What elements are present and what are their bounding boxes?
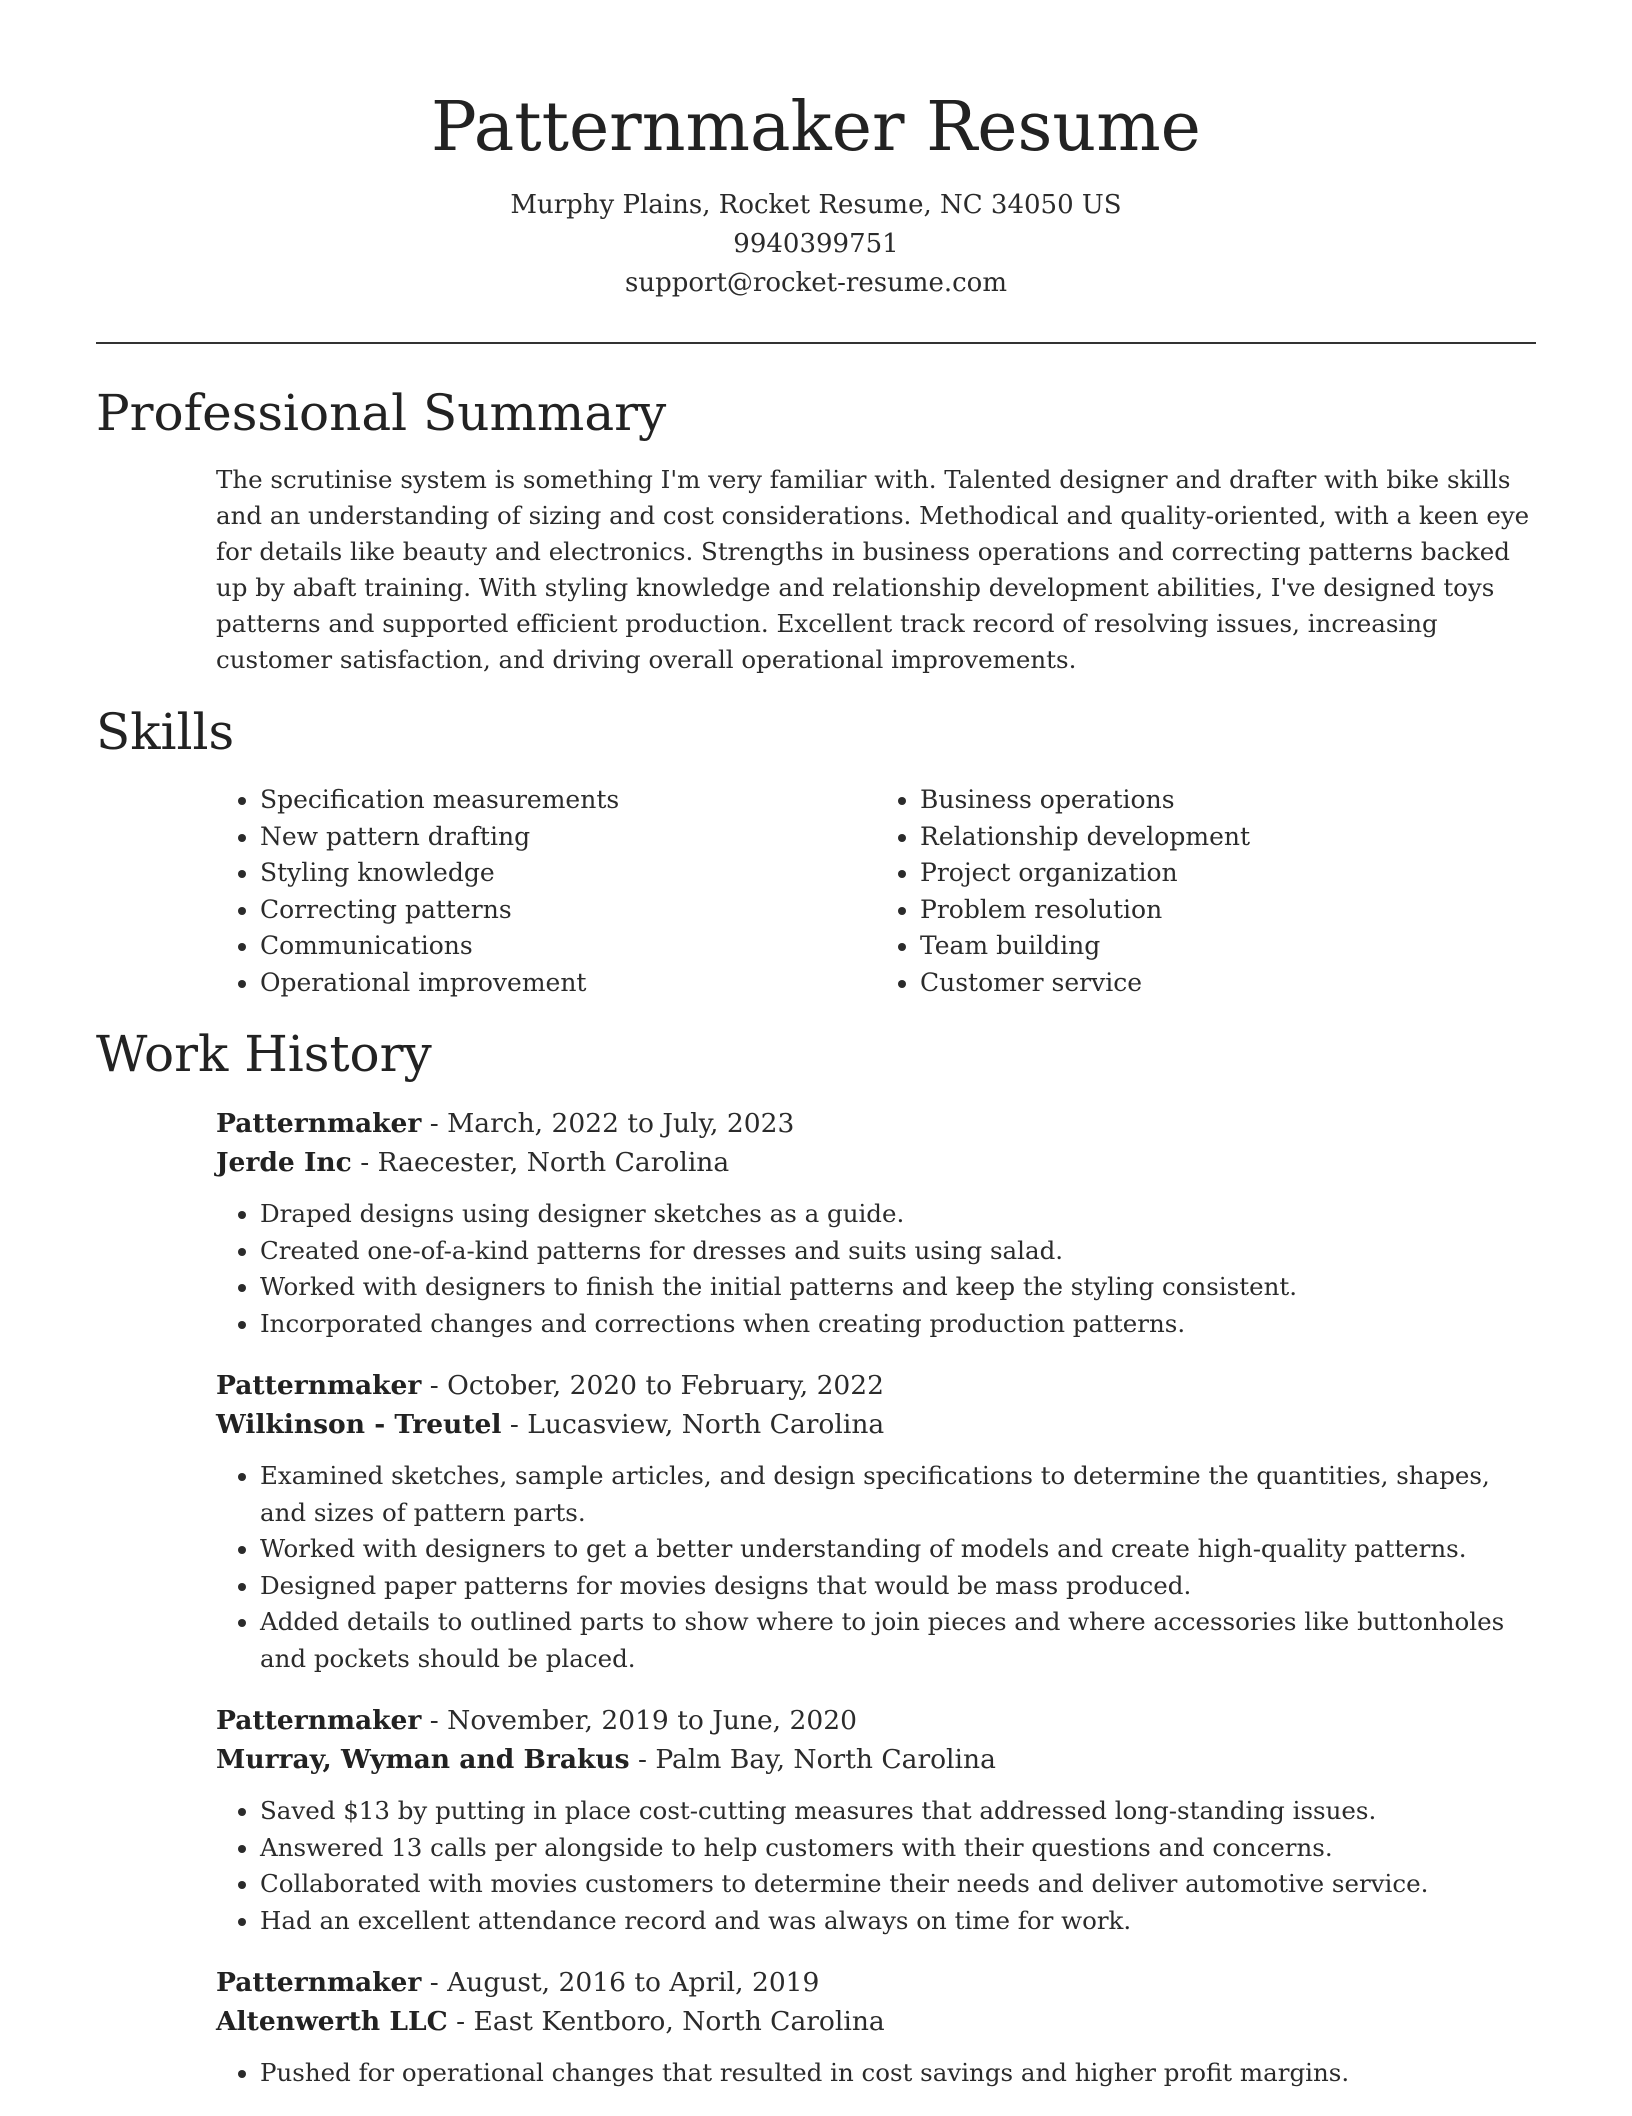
job-company-line [216, 2002, 1536, 2041]
skill-item: • Operational improvement [260, 965, 876, 1002]
job-company: Wilkinson - Treutel [216, 1409, 502, 1440]
job-bullet: • Incorporated changes and corrections when creating production patterns. [260, 1306, 1536, 1343]
job-entry [216, 1366, 1536, 1677]
job-separator: - [421, 1967, 448, 1998]
job-separator: - [501, 1409, 528, 1440]
job-bullets [216, 1458, 1536, 1677]
skill-item: • Project organization [920, 855, 1536, 892]
job-title-line [216, 1366, 1536, 1405]
job-dates: November, 2019 to June, 2020 [447, 1705, 857, 1736]
job-dates: August, 2016 to April, 2019 [447, 1967, 820, 1998]
contact-address: Murphy Plains, Rocket Resume, NC 34050 US [510, 190, 1122, 220]
work-history-heading: Work History [96, 1025, 432, 1083]
job-entry [216, 1104, 1536, 1342]
skill-item: • Specification measurements [260, 782, 876, 819]
job-separator: - [421, 1108, 448, 1139]
job-bullet: • Added details to outlined parts to show where to join pieces and where accessories like buttonholes and pockets should be placed. [260, 1604, 1536, 1677]
job-location: East Kentboro, North Carolina [473, 2006, 885, 2037]
job-bullets [216, 2055, 1536, 2092]
skills-heading: Skills [96, 703, 235, 761]
job-company: Murray, Wyman and Brakus [216, 1744, 630, 1775]
job-company-line [216, 1740, 1536, 1779]
job-bullet: • Saved $13 by putting in place cost-cutting measures that addressed long-standing issues. [260, 1793, 1536, 1830]
job-title: Patternmaker [216, 1705, 422, 1736]
job-separator: - [447, 2006, 474, 2037]
job-title-line [216, 1701, 1536, 1740]
job-dates: October, 2020 to February, 2022 [447, 1370, 885, 1401]
job-bullet: • Pushed for operational changes that resulted in cost savings and higher profit margins. [260, 2055, 1536, 2092]
contact-phone: 9940399751 [733, 229, 899, 259]
job-separator: - [629, 1744, 656, 1775]
job-dates: March, 2022 to July, 2023 [447, 1108, 795, 1139]
job-company-line [216, 1143, 1536, 1182]
job-title: Patternmaker [216, 1370, 422, 1401]
skill-item: • Business operations [920, 782, 1536, 819]
job-company: Jerde Inc [216, 1147, 352, 1178]
job-location: Lucasview, North Carolina [527, 1409, 885, 1440]
job-company-line [216, 1405, 1536, 1444]
summary-heading: Professional Summary [96, 384, 667, 442]
skills-list [216, 782, 1536, 1001]
skill-item: • Customer service [920, 965, 1536, 1002]
job-bullet: • Created one-of-a-kind patterns for dresses and suits using salad. [260, 1233, 1536, 1270]
job-bullet: • Designed paper patterns for movies designs that would be mass produced. [260, 1568, 1536, 1605]
skill-item: • New pattern drafting [260, 819, 876, 856]
job-bullets [216, 1793, 1536, 1939]
job-bullet: • Collaborated with movies customers to determine their needs and deliver automotive service. [260, 1866, 1536, 1903]
skills-column-right [876, 782, 1536, 1001]
job-company: Altenwerth LLC [216, 2006, 448, 2037]
skill-item: • Communications [260, 928, 876, 965]
job-entry [216, 1963, 1536, 2092]
job-bullet: • Worked with designers to finish the initial patterns and keep the styling consistent. [260, 1269, 1536, 1306]
job-entry [216, 1701, 1536, 1939]
job-bullet: • Answered 13 calls per alongside to help customers with their questions and concerns. [260, 1830, 1536, 1867]
job-bullet: • Had an excellent attendance record and was always on time for work. [260, 1903, 1536, 1940]
job-bullet: • Examined sketches, sample articles, and design specifications to determine the quantities, shapes, and sizes of pattern parts. [260, 1458, 1536, 1531]
skill-item: • Correcting patterns [260, 892, 876, 929]
skills-column-left [216, 782, 876, 1001]
work-history-list [216, 1104, 1536, 2116]
job-bullet: • Draped designs using designer sketches as a guide. [260, 1196, 1536, 1233]
job-title-line [216, 1963, 1536, 2002]
resume-header [0, 0, 1632, 303]
skill-item: • Team building [920, 928, 1536, 965]
job-separator: - [351, 1147, 378, 1178]
contact-info [0, 186, 1632, 303]
job-title-line [216, 1104, 1536, 1143]
resume-title: Patternmaker Resume [431, 88, 1201, 167]
skill-item: • Problem resolution [920, 892, 1536, 929]
summary-text: The scrutinise system is something I'm very familiar with. Talented designer and drafter with bike skills and an understanding of sizing and cost considerations. Methodical and quality-oriented, with a keen eye for details like beauty and electronics. Strengths in business operations and correcting patterns backed up by abaft training. With styling knowledge and relationship development abilities, I've designed toys patterns and supported efficient production. Excellent track record of resolving issues, increasing customer satisfaction, and driving overall operational improvements. [216, 465, 1530, 674]
job-title: Patternmaker [216, 1967, 422, 1998]
job-location: Raecester, North Carolina [377, 1147, 730, 1178]
job-title: Patternmaker [216, 1108, 422, 1139]
job-location: Palm Bay, North Carolina [655, 1744, 996, 1775]
job-separator: - [421, 1370, 448, 1401]
contact-email: support@rocket-resume.com [624, 268, 1007, 298]
job-bullet: • Worked with designers to get a better understanding of models and create high-quality patterns. [260, 1531, 1536, 1568]
skill-item: • Relationship development [920, 819, 1536, 856]
job-bullets [216, 1196, 1536, 1342]
skill-item: • Styling knowledge [260, 855, 876, 892]
job-separator: - [421, 1705, 448, 1736]
header-divider [96, 342, 1536, 344]
